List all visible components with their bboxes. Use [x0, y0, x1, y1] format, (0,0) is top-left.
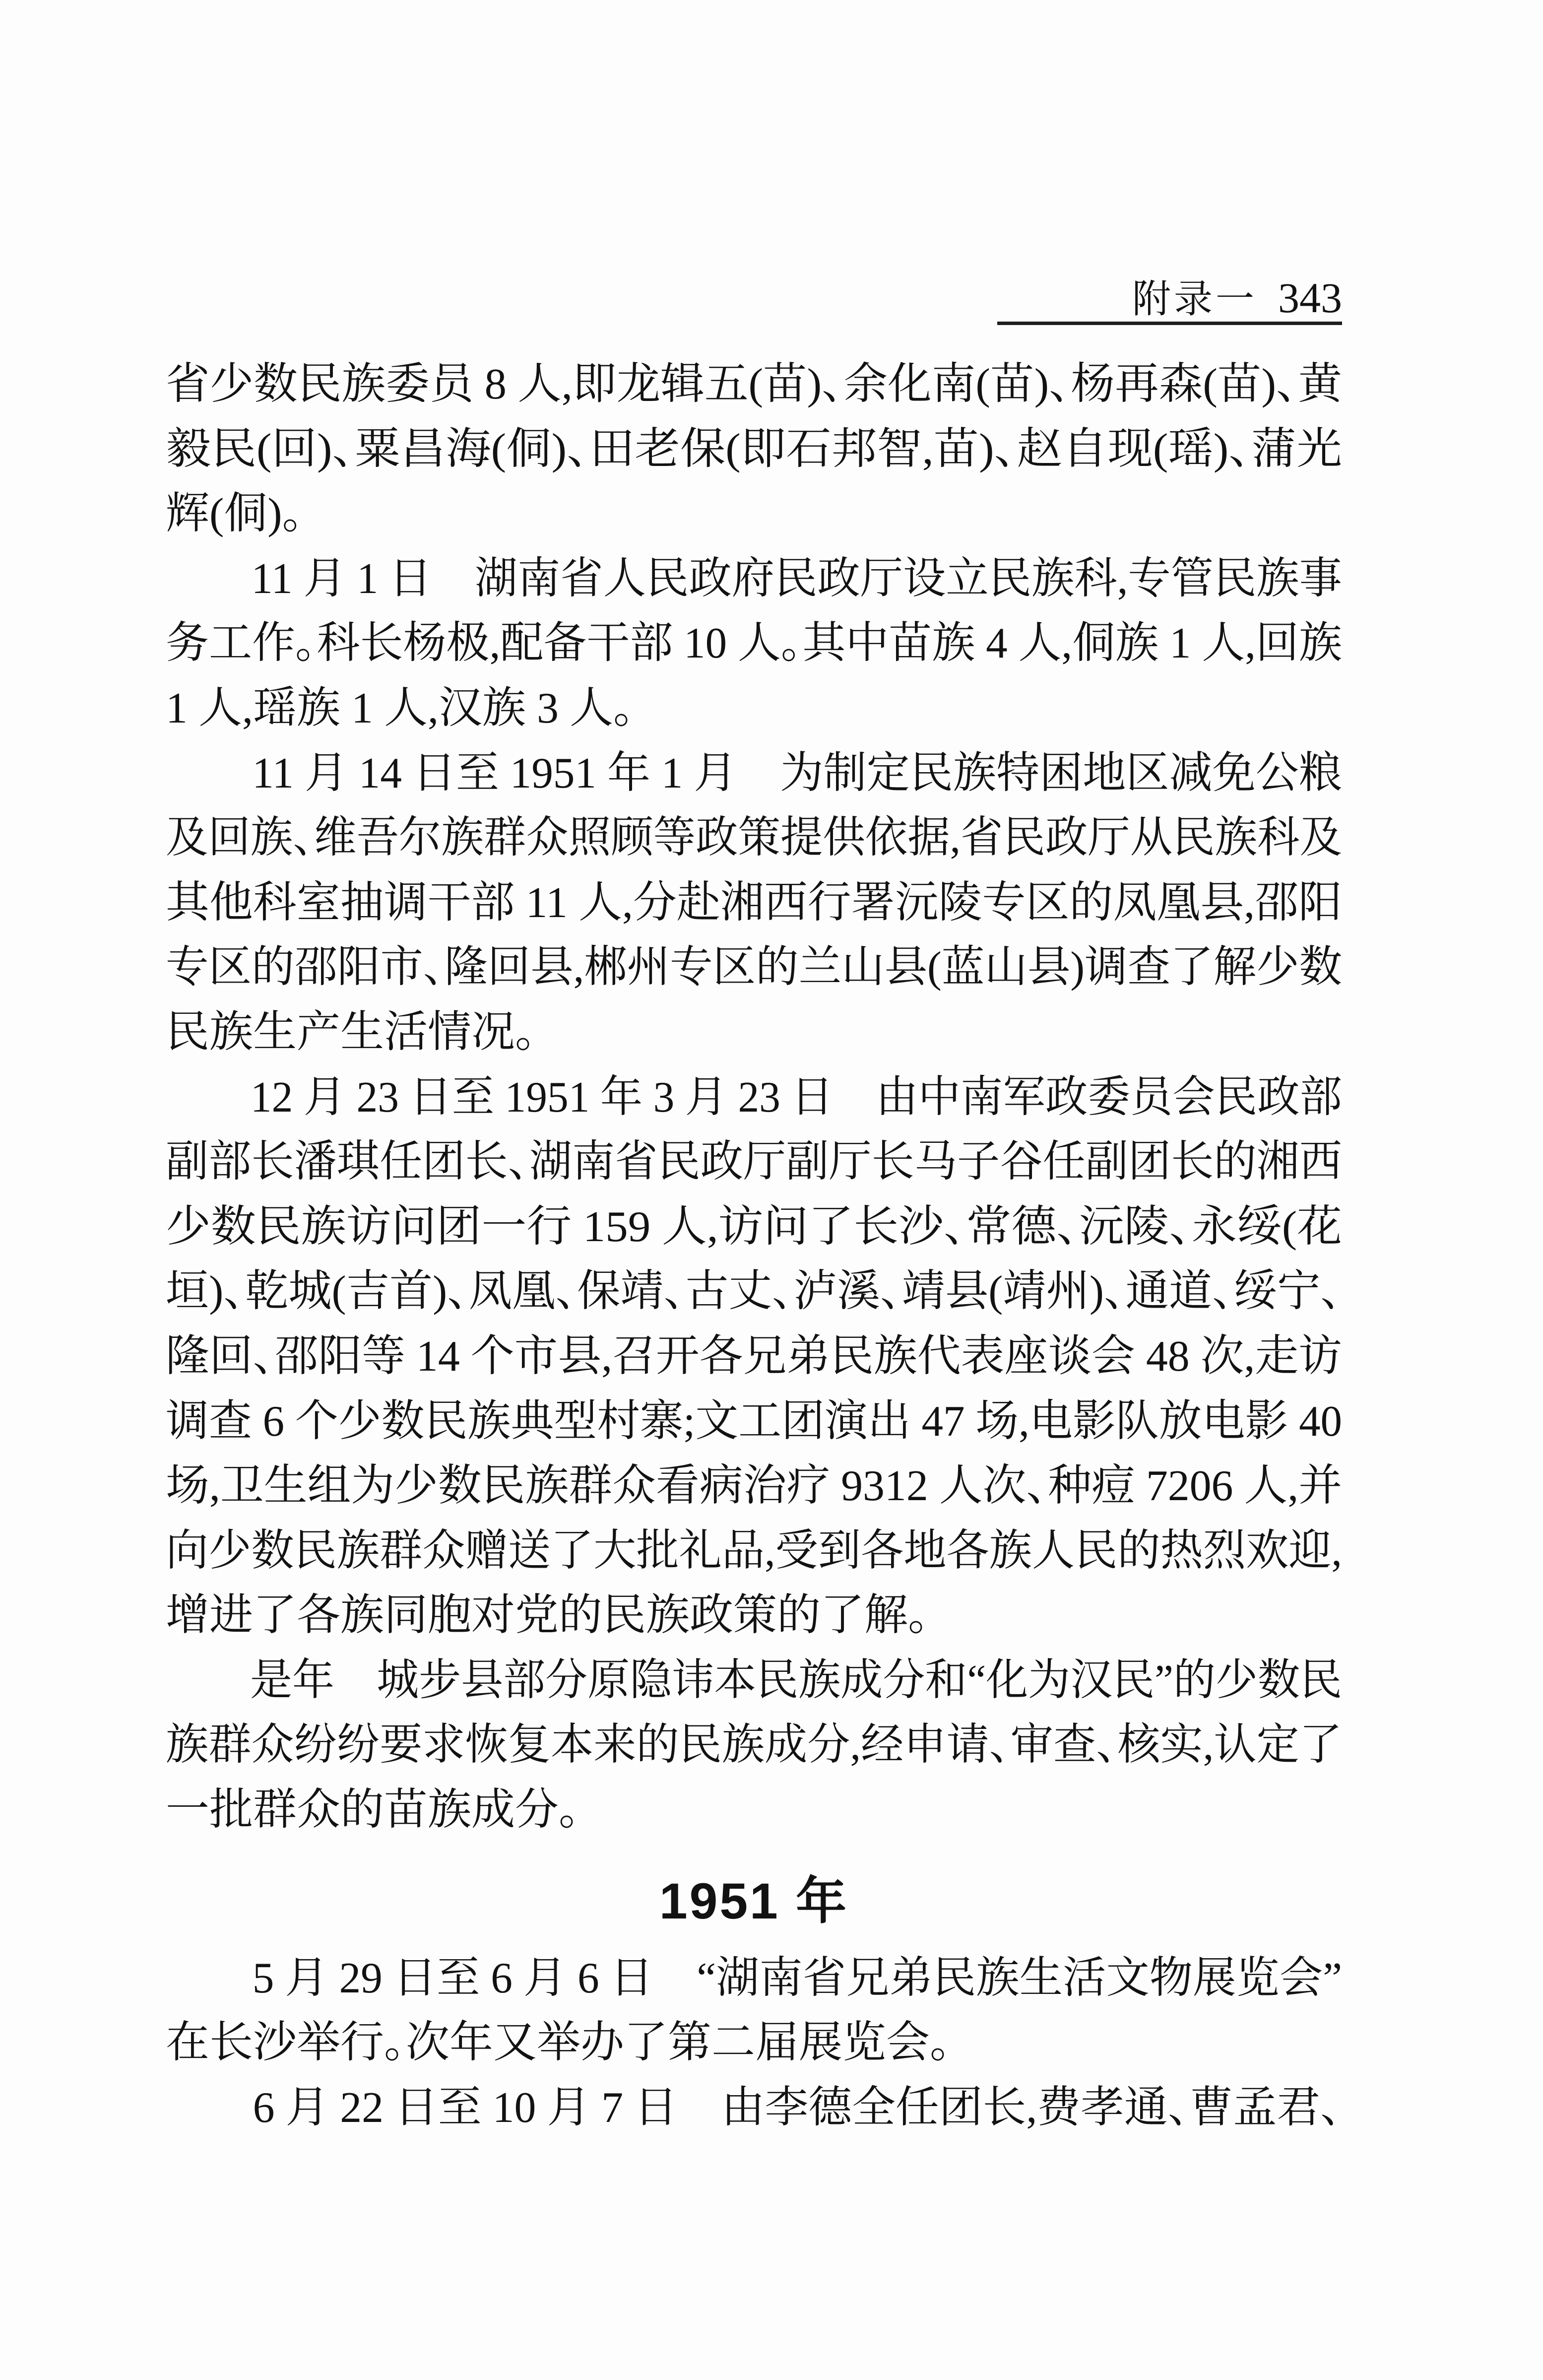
text-line: 副部长潘琪任团长、湖南省民政厅副厅长马子谷任副团长的湘西	[166, 1138, 1342, 1187]
text-line: 12 月 23 日至 1951 年 3 月 23 日 由中南军政委员会民政部	[166, 1073, 1342, 1122]
text-line: 其他科室抽调干部 11 人,分赴湘西行署沅陵专区的凤凰县,邵阳	[166, 878, 1342, 927]
text-line: 族群众纷纷要求恢复本来的民族成分,经申请、审查、核实,认定了	[166, 1721, 1342, 1770]
text-line: 11 月 14 日至 1951 年 1 月 为制定民族特困地区减免公粮	[166, 749, 1342, 797]
running-head	[846, 268, 1342, 324]
text-line: 场,卫生组为少数民族群众看病治疗 9312 人次、种痘 7206 人,并	[166, 1462, 1342, 1511]
text-line: 垣)、乾城(吉首)、凤凰、保靖、古丈、泸溪、靖县(靖州)、通道、绥宁、	[166, 1267, 1342, 1316]
paragraph-jun-22	[166, 2076, 1342, 2141]
paragraph-nov-14	[166, 741, 1342, 1065]
text-line: 辉(侗)。	[166, 490, 304, 538]
text-line: 调查 6 个少数民族典型村寨;文工团演出 47 场,电影队放电影 40	[166, 1397, 1342, 1446]
text-line: 务工作。科长杨极,配备干部 10 人。其中苗族 4 人,侗族 1 人,回族	[166, 619, 1342, 668]
text-line: 向少数民族群众赠送了大批礼品,受到各地各族人民的热烈欢迎,	[166, 1526, 1342, 1575]
text-line: 省少数民族委员 8 人,即龙辑五(苗)、余化南(苗)、杨再森(苗)、黄	[166, 360, 1342, 408]
running-head-rule	[997, 322, 1342, 325]
paragraph-dec-23	[166, 1065, 1342, 1649]
text-line: 是年 城步县部分原隐讳本民族成分和“化为汉民”的少数民	[166, 1656, 1342, 1705]
text-line: 一批群众的苗族成分。	[166, 1786, 581, 1835]
text-line: 少数民族访问团一行 159 人,访问了长沙、常德、沅陵、永绥(花	[166, 1202, 1342, 1251]
year-heading-1951: 1951 年	[659, 1872, 849, 1929]
text-line: 在长沙举行。次年又举办了第二届展览会。	[166, 2019, 952, 2067]
text-line: 5 月 29 日至 6 月 6 日 “湖南省兄弟民族生活文物展览会”	[166, 1954, 1342, 2002]
page-body	[166, 352, 1342, 2140]
paragraph-continuation	[166, 352, 1342, 547]
paragraph-may-29	[166, 1946, 1342, 2076]
text-line: 11 月 1 日 湖南省人民政府民政厅设立民族科,专管民族事	[166, 554, 1342, 603]
paragraph-nov-1	[166, 547, 1342, 741]
text-line: 6 月 22 日至 10 月 7 日 由李德全任团长,费孝通、曹孟君、	[166, 2083, 1342, 2132]
text-line: 隆回、邵阳等 14 个市县,召开各兄弟民族代表座谈会 48 次,走访	[166, 1332, 1342, 1381]
text-line: 专区的邵阳市、隆回县,郴州专区的兰山县(蓝山县)调查了解少数	[166, 943, 1342, 992]
text-line: 增进了各族同胞对党的民族政策的了解。	[166, 1591, 930, 1640]
running-head-section-title: 附录一	[1132, 277, 1257, 321]
text-line: 及回族、维吾尔族群众照顾等政策提供依据,省民政厅从民族科及	[166, 814, 1342, 862]
text-line: 1 人,瑶族 1 人,汉族 3 人。	[166, 684, 636, 732]
text-line: 毅民(回)、粟昌海(侗)、田老保(即石邦智,苗)、赵自现(瑶)、蒲光	[166, 425, 1342, 473]
text-line: 民族生产生活情况。	[166, 1008, 537, 1057]
running-head-page-number: 343	[1278, 274, 1342, 322]
paragraph-same-year	[166, 1649, 1342, 1843]
